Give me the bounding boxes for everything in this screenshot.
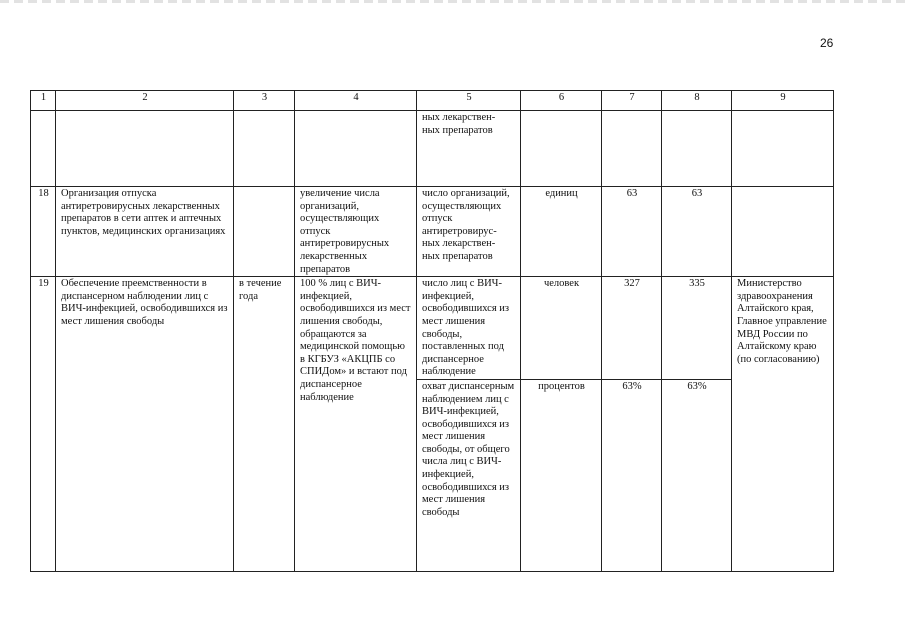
continued-row [31, 111, 834, 187]
indicator-cell: ных лекарствен- ных препаратов [417, 111, 521, 187]
indicator-cell: число организаций, осуществляющих отпуск антиретровирус- ных лекарствен- ных препаратов [417, 187, 521, 277]
column-header: 7 [602, 91, 662, 111]
unit-cell: единиц [521, 187, 602, 277]
table-cell [732, 111, 834, 187]
table-cell [521, 111, 602, 187]
column-header: 3 [234, 91, 295, 111]
unit-cell: человек [521, 277, 602, 380]
value-cell-7: 327 [602, 277, 662, 380]
column-header: 2 [56, 91, 234, 111]
value-cell-8: 63 [662, 187, 732, 277]
indicator-cell: число лиц с ВИЧ-инфекцией, освободившихся из мест лишения свободы, поставленных под диспансерное наблюдение [417, 277, 521, 380]
row-number: 19 [31, 277, 56, 572]
table-cell [602, 111, 662, 187]
row-number: 18 [31, 187, 56, 277]
table-cell [295, 111, 417, 187]
column-header: 4 [295, 91, 417, 111]
table-cell [234, 111, 295, 187]
column-header: 9 [732, 91, 834, 111]
deadline-cell [234, 187, 295, 277]
column-header: 6 [521, 91, 602, 111]
deadline-cell: в течение года [234, 277, 295, 572]
executor-cell: Министерство здравоохранения Алтайского края, Главное управление МВД России по Алтайскому краю (по согласованию) [732, 277, 834, 572]
measure-cell: Организация отпуска антиретровирусных лекарственных препаратов в сети аптек и аптечных пунктов, медицинских организациях [56, 187, 234, 277]
value-cell-8: 335 [662, 277, 732, 380]
scan-edge-artifact [0, 0, 905, 3]
expected-result-cell: 100 % лиц с ВИЧ-инфекцией, освободившихся из мест лишения свободы, обращаются за медицинской помощью в КГБУЗ «АКЦПБ со СПИДом» и встают под диспансерное наблюдение [295, 277, 417, 572]
value-cell-7: 63% [602, 379, 662, 571]
expected-result-cell: увеличение числа организаций, осуществляющих отпуск антиретровирусных лекарственных препаратов [295, 187, 417, 277]
value-cell-7: 63 [602, 187, 662, 277]
indicator-cell: охват диспансерным наблюдением лиц с ВИЧ-инфекцией, освободившихся из мест лишения свободы, от общего числа лиц с ВИЧ-инфекцией, освободившихся из мест лишения свободы [417, 379, 521, 571]
page-number: 26 [820, 36, 834, 50]
table-cell [662, 111, 732, 187]
table-cell [31, 111, 56, 187]
table-row-19 [31, 277, 834, 380]
measure-cell: Обеспечение преемственности в диспансерном наблюдении лиц с ВИЧ-инфекцией, освободившихся из мест лишения свободы [56, 277, 234, 572]
column-header: 1 [31, 91, 56, 111]
executor-cell [732, 187, 834, 277]
column-number-header-row [31, 91, 834, 111]
column-header: 8 [662, 91, 732, 111]
program-measures-table [30, 90, 834, 572]
column-header: 5 [417, 91, 521, 111]
value-cell-8: 63% [662, 379, 732, 571]
unit-cell: процентов [521, 379, 602, 571]
table-cell [56, 111, 234, 187]
table-row-18 [31, 187, 834, 277]
